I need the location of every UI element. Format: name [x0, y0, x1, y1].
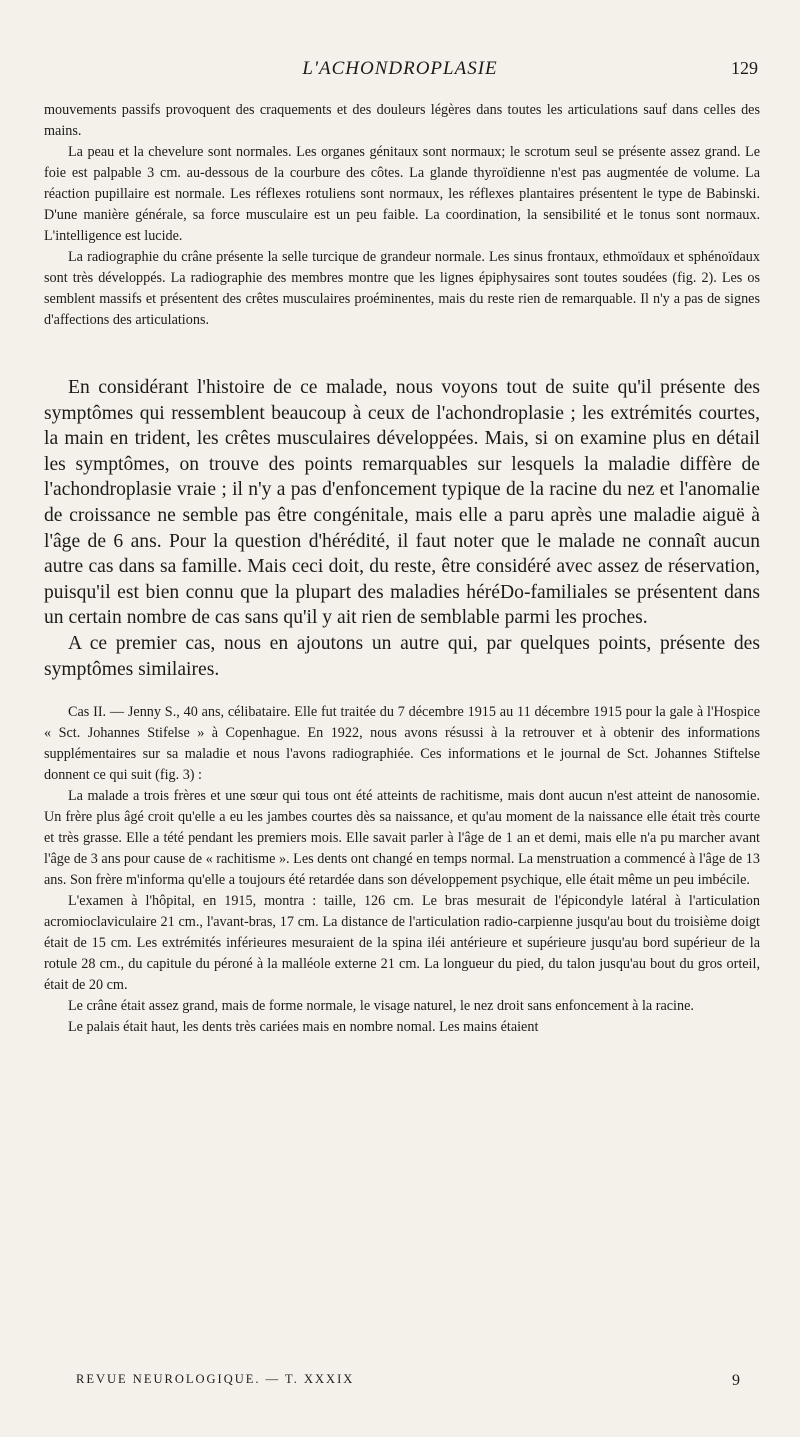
paragraph-skin-organs: La peau et la chevelure sont normales. Les organes génitaux sont normaux; le scrotum seul se présente assez grand. Le foie est palpable 3 cm. au-dessous de la courbure des côtes. La glande thyroïdienne n'est pas augmentée de volume. La réaction pupillaire est normale. Les réflexes rotuliens sont normaux, les réflexes plantaires présentent le type de Babinski. D'une manière générale, sa force musculaire est un peu faible. La coordination, la sensibilité et le tonus sont normaux. L'intelligence est lucide.	[44, 144, 760, 244]
paragraph-case-two: Cas II. — Jenny S., 40 ans, célibataire. Elle fut traitée du 7 décembre 1915 au 11 décembre 1915 pour la gale à l'Hospice « Sct. Johannes Stifelse » à Copenhague. En 1922, nous avons résussi à la retrouver et à obtenir des informations supplémentaires sur sa maladie et nous l'avons radiographiée. Ces informations et le journal de Sct. Johannes Stiftelse donnent ce qui suit (fig. 3) :	[44, 704, 760, 784]
paragraph-palate: Le palais était haut, les dents très cariées mais en nombre nomal. Les mains étaient	[68, 1019, 539, 1036]
paragraph-skull: Le crâne était assez grand, mais de forme normale, le visage naturel, le nez droit sans enfoncement à la racine.	[68, 998, 694, 1015]
page-number: 129	[731, 58, 758, 78]
paragraph-second-case-intro: A ce premier cas, nous en ajoutons un autre qui, par quelques points, présente des symptômes similaires.	[44, 632, 760, 680]
paragraph-hospital-exam: L'examen à l'hôpital, en 1915, montra : taille, 126 cm. Le bras mesurait de l'épicondyle latéral à l'articulation acromioclaviculaire 21 cm., l'avant-bras, 17 cm. La distance de l'articulation radio-carpienne jusqu'au bout du troisième doigt était de 15 cm. Les extrémités inférieures mesuraient de la spina iléi antérieure et supérieure jusqu'au bord supérieur de la rotule 28 cm., du capitule du péroné à la malléole externe 21 cm. La longueur du pied, du talon jusqu'au bout du gros orteil, était de 20 cm.	[44, 893, 760, 994]
body-text	[44, 100, 760, 1038]
paragraph-family-history: La malade a trois frères et une sœur qui tous ont été atteints de rachitisme, mais dont aucun n'est atteint de nanosomie. Un frère plus âgé croit qu'elle a eu les jambes courtes dès sa naissance, et qu'au moment de la naissance elle était très courte et très grasse. Elle a tété pendant les premiers mois. Elle savait parler à l'âge de 1 an et demi, mais elle n'a pu marcher avant l'âge de 3 ans pour cause de « rachitisme ». Les dents ont changé en temps normal. La menstruation a commencé à l'âge de 13 ans. Son frère m'informa qu'elle a toujours été retardée dans son développement psychique, elle était même un peu imbécile.	[44, 788, 760, 889]
paragraph-movements: mouvements passifs provoquent des craquements et des douleurs légères dans toutes les articulations sauf dans celles des mains.	[44, 102, 760, 139]
running-title: L'ACHONDROPLASIE	[302, 58, 498, 79]
page-header	[0, 58, 800, 88]
paragraph-discussion: En considérant l'histoire de ce malade, nous voyons tout de suite qu'il présente des symptômes qui ressemblent beaucoup à ceux de l'achondroplasie ; les extrémités courtes, la main en trident, les crêtes musculaires développées. Mais, si on examine plus en détail les symptômes, on trouve des points remarquables sur lesquels la maladie diffère de l'achondroplasie vraie ; il n'y a pas d'enfoncement typique de la racine du nez et l'anomalie de croissance ne semble pas être congénitale, mais elle a paru après une maladie aiguë à l'âge de 6 ans. Pour la question d'hérédité, il faut noter que le malade ne connaît aucun autre cas dans sa famille. Mais ceci doit, du reste, être considéré avec assez de réservation, puisqu'il est bien connu que la plupart des maladies héréDo-familiales se présentent dans un certain nombre de cas sans qu'il y ait rien de semblable parmi les proches.	[44, 377, 760, 629]
page-footer	[76, 1372, 760, 1396]
paragraph-radiography: La radiographie du crâne présente la selle turcique de grandeur normale. Les sinus frontaux, ethmoïdaux et sphénoïdaux sont très développés. La radiographie des membres montre que les lignes épiphysaires sont toutes soudées (fig. 2). Les os semblent massifs et présentent des crêtes musculaires proéminentes, mais du reste rien de remarquable. Il n'y a pas de signes d'affections des articulations.	[44, 249, 760, 328]
sheet-number: 9	[732, 1372, 740, 1389]
journal-name: REVUE NEUROLOGIQUE. — T. XXXIX	[76, 1372, 355, 1386]
